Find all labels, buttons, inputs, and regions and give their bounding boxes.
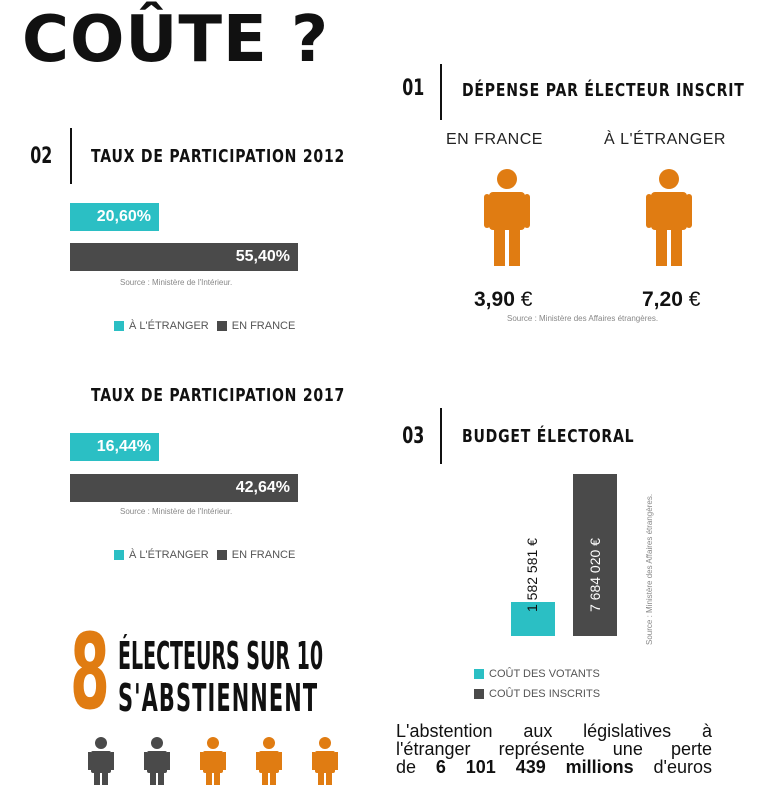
bar-2017-france-label: 42,64% [235,479,290,496]
person-icon [312,737,338,785]
paragraph-line-2: l'étranger représente une perte [396,739,712,759]
budget-legend-voters [474,668,600,680]
section-03-divider [440,408,442,464]
france-cost-value: 3,90 [474,288,515,311]
legend-swatch-france [217,321,227,331]
bar-2017-abroad-label: 16,44% [96,438,151,455]
abstention-line-2: S'ABSTIENNENT [118,676,319,720]
chart-2017-source: Source : Ministère de l'Intérieur. [120,507,233,516]
person-icon-abroad [646,168,692,266]
abstention-paragraph [396,722,712,776]
section-02-number: 02 [30,144,53,169]
page-title: COÛTE ? [22,3,330,77]
abroad-cost-currency: € [688,288,701,311]
chart-2012-heading: TAUX DE PARTICIPATION 2012 [91,146,346,167]
paragraph-loss-amount: 6 101 439 millions [435,757,634,777]
paragraph-line-3-pre: de [396,757,417,777]
legend-swatch-registered [474,689,484,699]
legend-voters-label: COÛT DES VOTANTS [489,668,600,680]
voters-cost-label: 1 582 581 € [524,538,540,612]
registered-cost-label: 7 684 020 € [587,538,603,612]
person-icon [88,737,114,785]
section-03-number: 03 [402,424,425,449]
legend-swatch-abroad [114,550,124,560]
legend-registered-label: COÛT DES INSCRITS [489,688,601,700]
section-01-divider [440,64,442,120]
legend-swatch-voters [474,669,484,679]
abroad-cost [642,288,700,312]
budget-legend-registered [474,688,600,700]
section-02-divider [70,128,72,184]
person-icon [200,737,226,785]
person-icon [144,737,170,785]
legend-france-label: EN FRANCE [231,320,296,332]
person-icon [256,737,282,785]
section-03-heading: BUDGET ÉLECTORAL [462,426,635,447]
paragraph-line-1: L'abstention aux législatives à [396,721,712,741]
france-cost-currency: € [520,288,533,311]
section-01-heading: DÉPENSE PAR ÉLECTEUR INSCRIT [462,80,745,101]
abstention-icon-row [88,737,348,785]
legend-france-label: EN FRANCE [231,549,296,561]
section-01-source: Source : Ministère des Affaires étrangères. [507,314,659,323]
section-03-source: Source : Ministère des Affaires étrangères. [645,493,654,645]
abroad-label: À L'ÉTRANGER [604,131,726,148]
france-cost [474,288,532,312]
bar-2012-france [70,243,298,271]
abstention-big-number: 8 [70,611,110,733]
abroad-cost-value: 7,20 [642,288,683,311]
bar-2012-france-label: 55,40% [235,248,290,265]
section-01-number: 01 [402,76,425,101]
chart-2012-source: Source : Ministère de l'Intérieur. [120,278,233,287]
france-label: EN FRANCE [446,131,543,148]
chart-2012-legend [114,320,295,332]
bar-2012-abroad [70,203,159,231]
chart-2017-heading: TAUX DE PARTICIPATION 2017 [91,385,346,406]
abstention-line-1: ÉLECTEURS SUR 10 [118,634,324,678]
legend-swatch-abroad [114,321,124,331]
person-icon-france [484,168,530,266]
paragraph-line-3 [396,758,712,776]
bar-2017-france [70,474,298,502]
bar-2012-abroad-label: 20,60% [96,208,151,225]
legend-abroad-label: À L'ÉTRANGER [129,320,209,332]
legend-swatch-france [217,550,227,560]
paragraph-line-3-post: d'euros [653,757,712,777]
legend-abroad-label: À L'ÉTRANGER [129,549,209,561]
bar-2017-abroad [70,433,159,461]
chart-2017-legend [114,549,295,561]
